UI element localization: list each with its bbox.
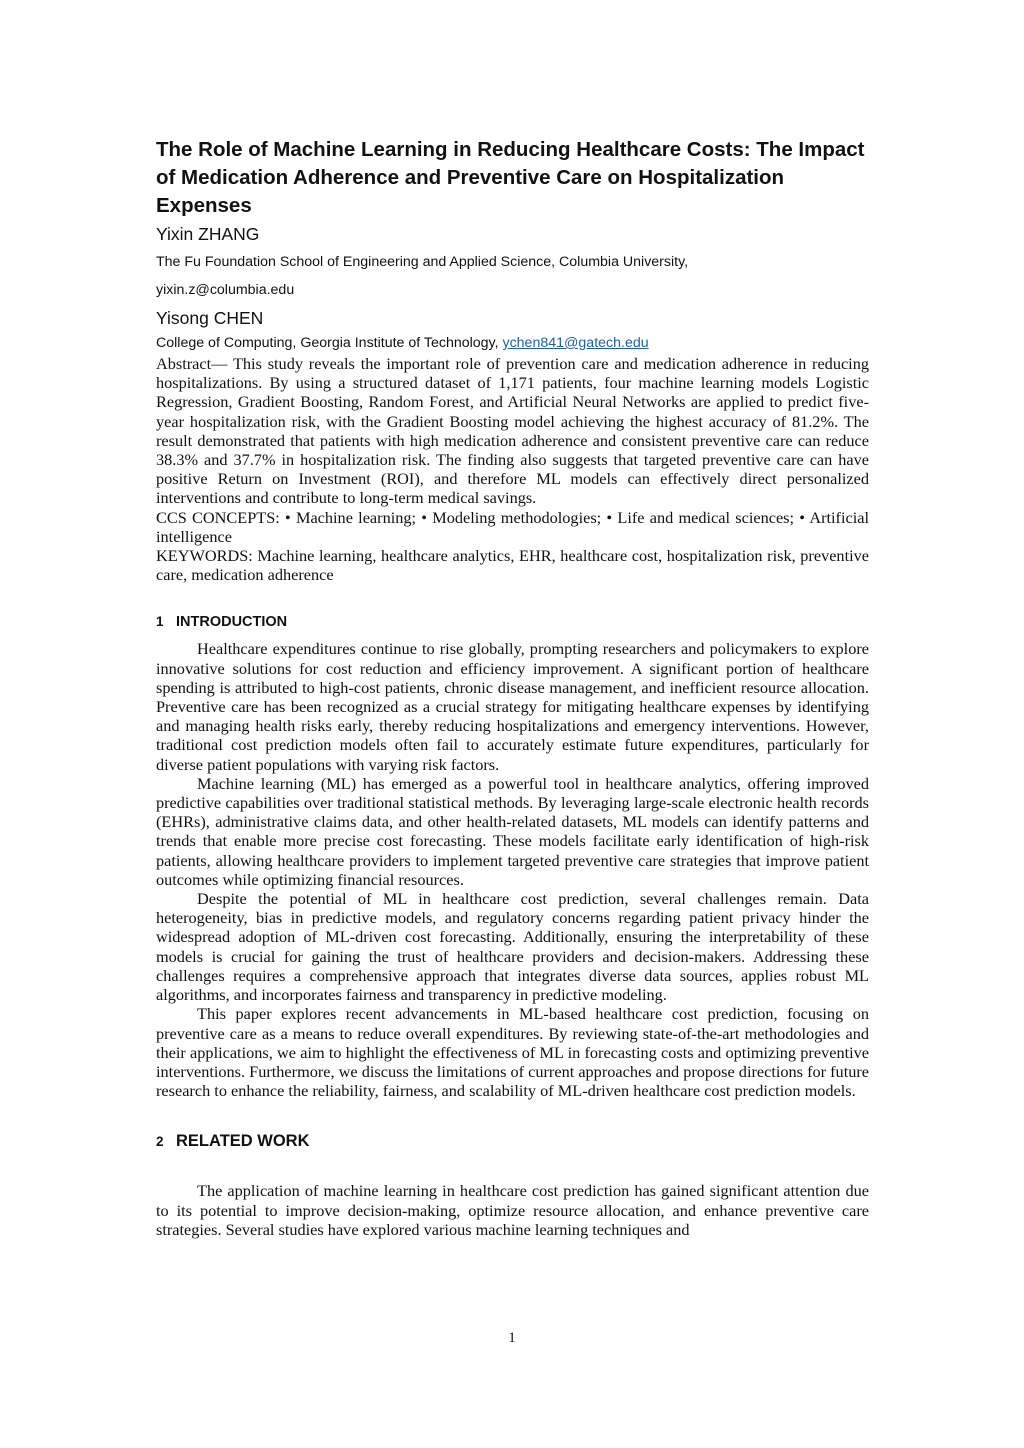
paragraph: Healthcare expenditures continue to rise globally, prompting researchers and policymakers to explore innovative solutions for cost reduction and efficiency improvement. A significant portion of healthcare spending is attributed to high-cost patients, chronic disease management, and inefficient resource allocation. Preventive care has been recognized as a crucial strategy for mitigating healthcare expenses by identifying and managing health risks early, thereby reducing hospitalizations and emergency interventions. However, traditional cost prediction models often fail to accurately estimate future expenditures, particularly for diverse patient populations with varying risk factors. (156, 639, 869, 774)
author-affiliation: College of Computing, Georgia Institute of Technology, (156, 335, 503, 351)
paragraph: This paper explores recent advancements in ML-based healthcare cost prediction, focusing on preventive care as a means to reduce overall expenditures. By reviewing state-of-the-art methodologies and their applications, we aim to highlight the effectiveness of ML in forecasting costs and optimizing preventive interventions. Furthermore, we discuss the limitations of current approaches and propose directions for future research to enhance the reliability, fairness, and scalability of ML-driven healthcare cost prediction models. (156, 1004, 870, 1101)
section-introduction (156, 614, 869, 1100)
section-title: INTRODUCTION (176, 614, 288, 631)
author-name: Yixin ZHANG (156, 224, 260, 244)
section-number: 1 (156, 614, 164, 630)
abstract: Abstract— This study reveals the important role of prevention care and medication adherence in reducing hospitalizations. By using a structured dataset of 1,171 patients, four machine learning models Logistic Regression, Gradient Boosting, Random Forest, and Artificial Neural Networks are applied to predict five-year hospitalization risk, with the Gradient Boosting model achieving the highest accuracy of 81.2%. The result demonstrated that patients with high medication adherence and consistent preventive care can reduce 38.3% and 37.7% in hospitalization risk. The finding also suggests that targeted preventive care can have positive Return on Investment (ROI), and therefore ML models can effectively direct personalized interventions and contribute to long-term medical savings. (156, 354, 869, 508)
paragraph: Despite the potential of ML in healthcare cost prediction, several challenges remain. Data heterogeneity, bias in predictive models, and regulatory concerns regarding patient privacy hinder the widespread adoption of ML-driven cost forecasting. Additionally, ensuring the interpretability of these models is crucial for gaining the trust of healthcare providers and decision-makers. Addressing these challenges requires a comprehensive approach that integrates diverse data sources, applies robust ML algorithms, and incorporates fairness and transparency in predictive modeling. (156, 889, 869, 1005)
author-block-2 (156, 306, 869, 354)
ccs-concepts: CCS CONCEPTS: • Machine learning; • Modeling methodologies; • Life and medical sciences; • Artificial intelligence (156, 507, 869, 546)
paper-page (156, 130, 869, 1239)
section-title: RELATED WORK (176, 1132, 310, 1151)
page-number: 1 (508, 1330, 516, 1346)
paragraph: Machine learning (ML) has emerged as a powerful tool in healthcare analytics, offering improved predictive capabilities over traditional statistical methods. By leveraging large-scale electronic health records (EHRs), administrative claims data, and other health-related datasets, ML models can identify patterns and trends that enable more precise cost forecasting. These models facilitate early identification of high-risk patients, allowing healthcare providers to implement targeted preventive care strategies that improve patient outcomes while optimizing financial resources. (156, 773, 869, 889)
author-name: Yisong CHEN (156, 308, 264, 328)
section-related-work (156, 1132, 869, 1239)
author-affiliation-line (156, 332, 869, 354)
section-number: 2 (156, 1134, 164, 1150)
paper-title: The Role of Machine Learning in Reducing Healthcare Costs: The Impact of Medication Adherence and Preventive Care on Hospitalization Expenses (156, 138, 865, 217)
paragraph: The application of machine learning in healthcare cost prediction has gained significant attention due to its potential to improve decision-making, optimize resource allocation, and enhance preventive care strategies. Several studies have explored various machine learning techniques and (156, 1181, 869, 1239)
keywords: KEYWORDS: Machine learning, healthcare analytics, EHR, healthcare cost, hospitalization risk, preventive care, medication adherence (156, 546, 869, 585)
author-email: yixin.z@columbia.edu (156, 282, 295, 298)
section-heading (156, 1132, 869, 1151)
author-block-1 (156, 222, 869, 304)
section-heading (156, 614, 869, 630)
author-email-link[interactable]: ychen841@gatech.edu (502, 335, 649, 351)
author-affiliation: The Fu Foundation School of Engineering and Applied Science, Columbia University, (156, 254, 689, 270)
